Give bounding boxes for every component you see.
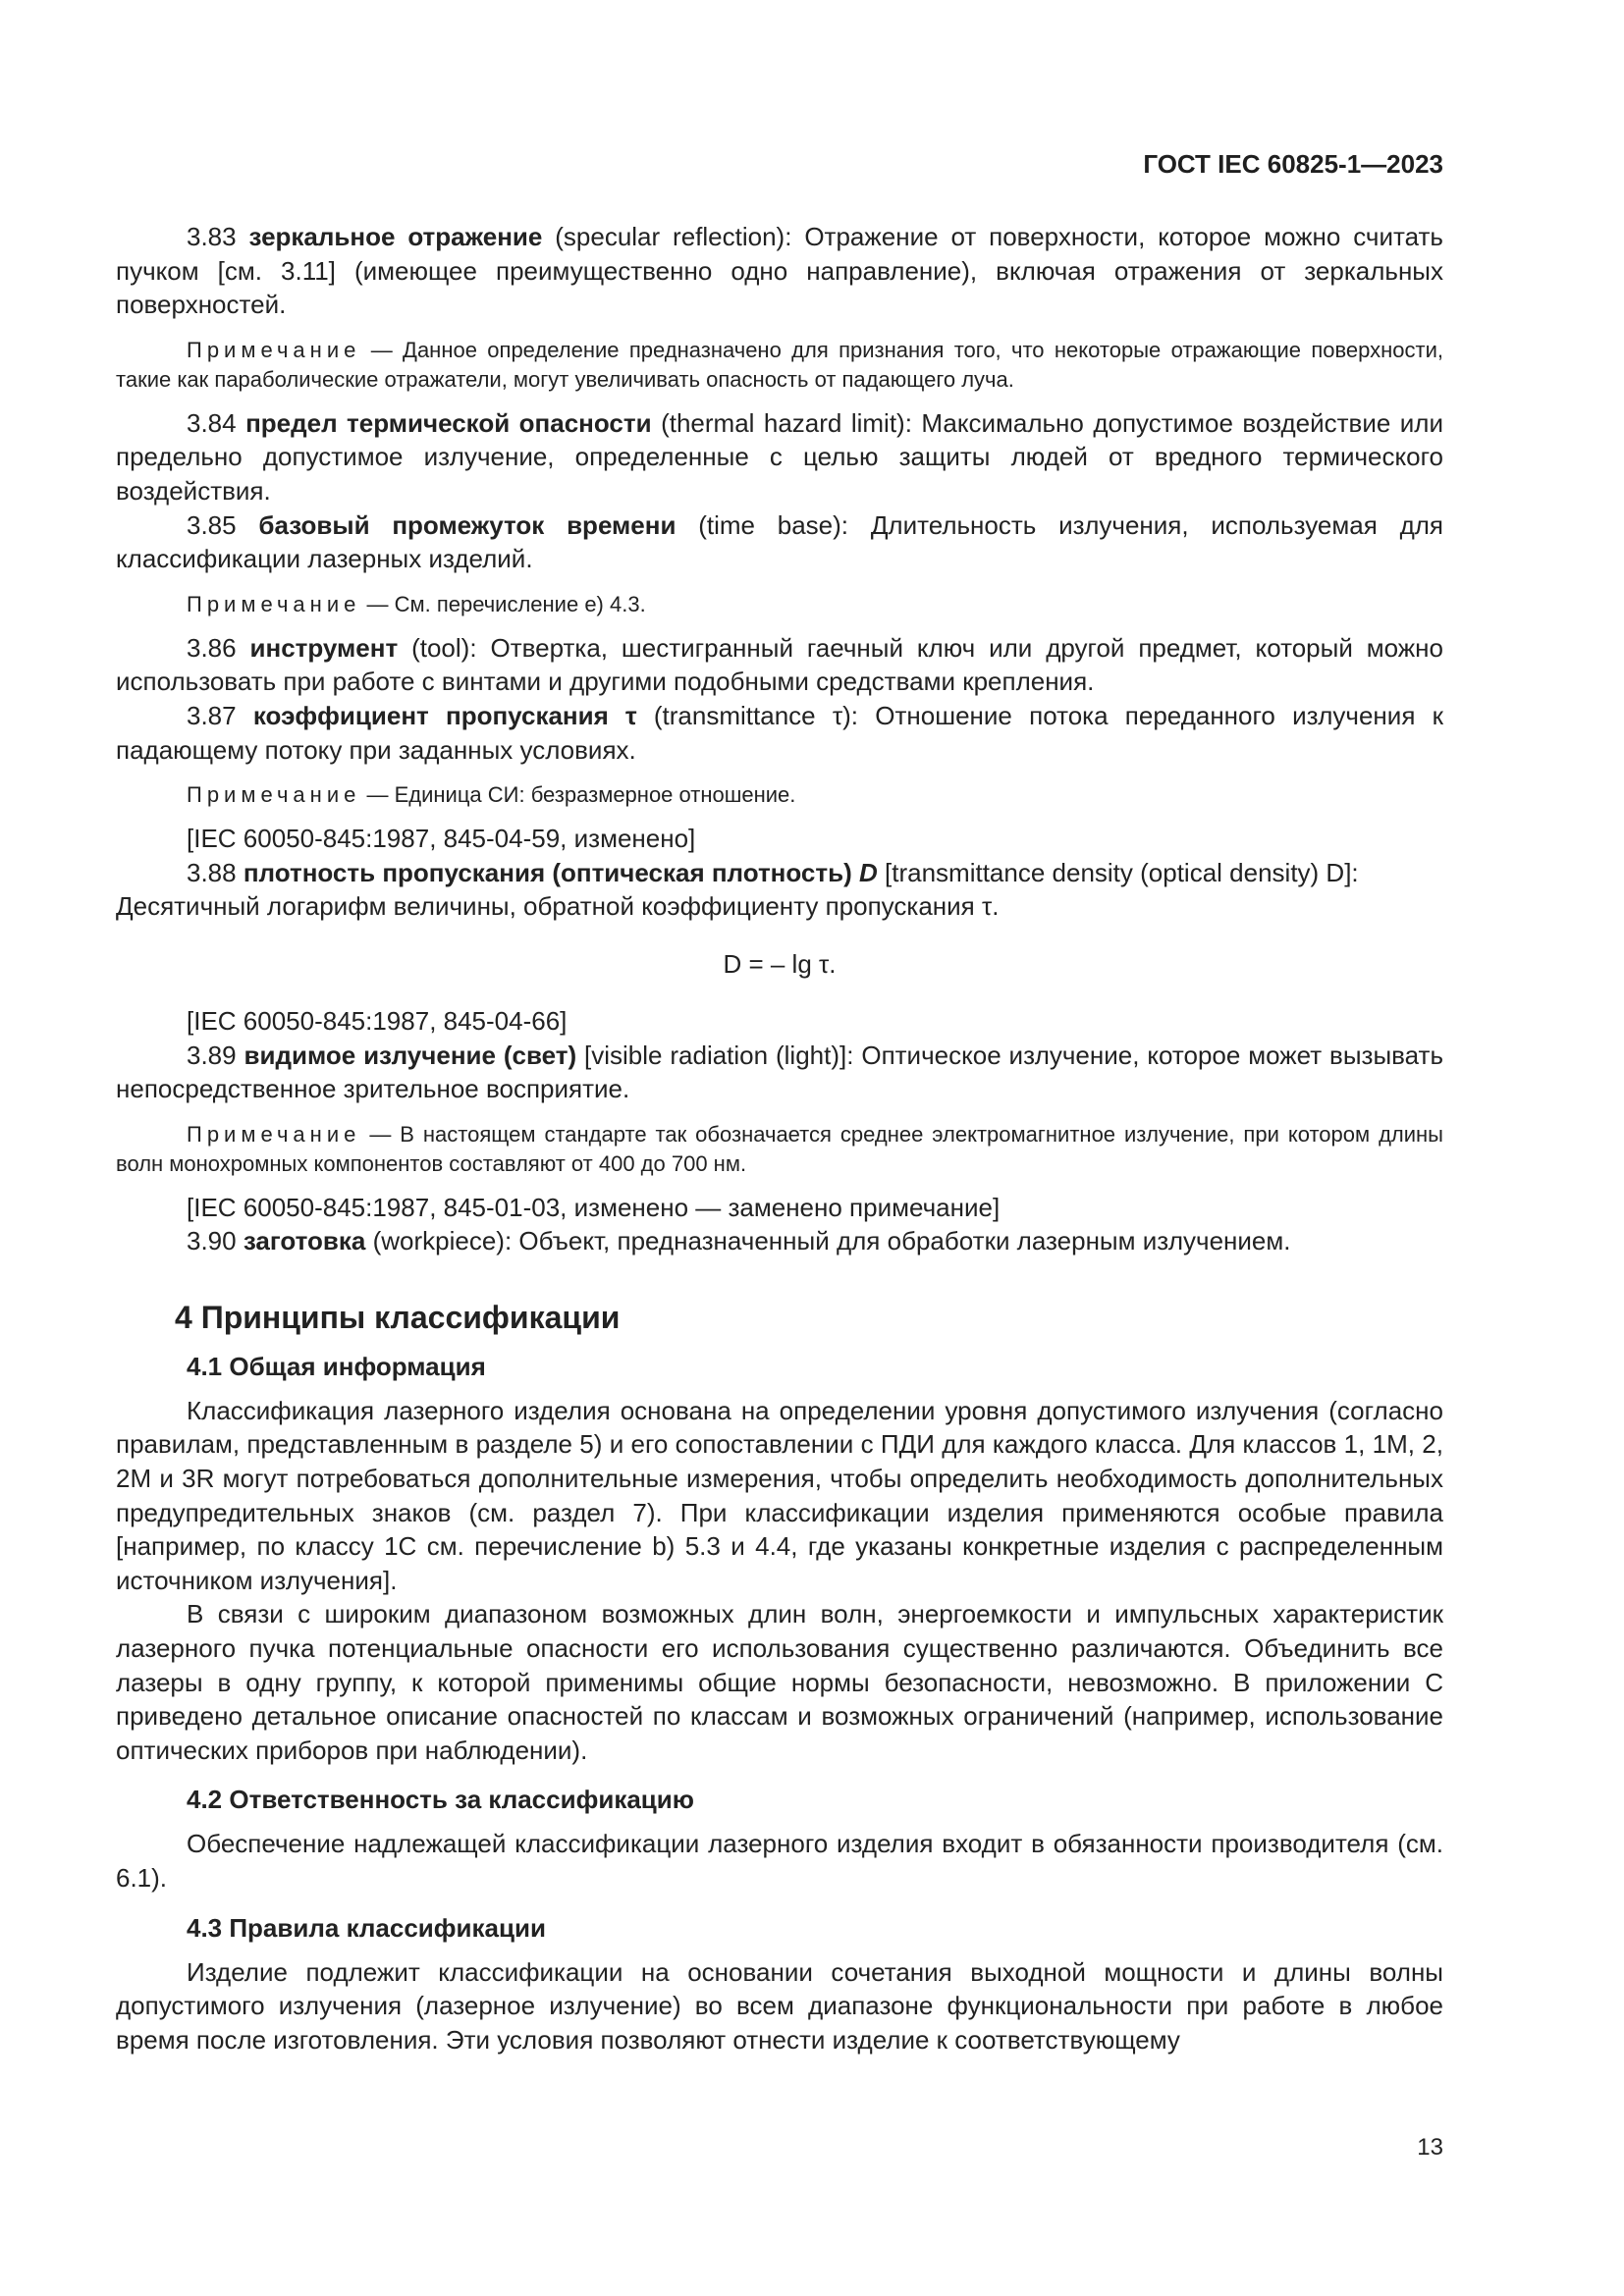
page-content	[116, 220, 1443, 2056]
term-title: видимое излучение (свет)	[244, 1040, 577, 1070]
definition-3-88: Десятичный логарифм величины, обратной коэффициенту пропускания τ.	[116, 891, 1000, 922]
term-3-88: 3.88 плотность пропускания (оптическая плотность) D [transmittance density (optical density) D]:	[187, 857, 1359, 887]
term-title: базовый промежуток времени	[258, 509, 677, 540]
note-3-87: Примечание — Единица СИ: безразмерное отношение.	[187, 782, 796, 808]
term-3-85: 3.85 базовый промежуток времени (time base): Длительность излучения, используемая для классификации лазерных изделий.	[116, 509, 1443, 574]
term-3-84: 3.84 предел термической опасности (thermal hazard limit): Максимально допустимое воздействие или предельно допустимое излучение, определенные с целью защиты людей от вредного термического воздействия.	[116, 407, 1444, 506]
section-4-heading: 4 Принципы классификации	[175, 1299, 621, 1335]
section-4-3-paragraph-1: Изделие подлежит классификации на основании сочетания выходной мощности и длины волны допустимого излучения (лазерное излучение) во всем диапазоне функциональности при работе в любое время после изготовления. Эти условия позволяют отнести изделие к соответствующему	[116, 1956, 1443, 2055]
term-3-89: 3.89 видимое излучение (свет) [visible radiation (light)]: Оптическое излучение, которое может вызывать непосредственное зрительное восприятие.	[116, 1040, 1444, 1104]
term-3-87: 3.87 коэффициент пропускания τ (transmittance τ): Отношение потока переданного излучения к падающему потоку при заданных условиях.	[116, 700, 1444, 765]
term-3-86: 3.86 инструмент (tool): Отвертка, шестигранный гаечный ключ или другой предмет, который можно использовать при работе с винтами и другими подобными средствами крепления.	[116, 632, 1443, 697]
section-4-3-heading: 4.3 Правила классификации	[187, 1912, 546, 1943]
section-4-2-heading: 4.2 Ответственность за классификацию	[187, 1785, 694, 1815]
term-title: зеркальное отражение	[248, 222, 543, 251]
reference-3-88: [IEC 60050-845:1987, 845-04-66]	[187, 1005, 568, 1036]
note-3-89: Примечание — В настоящем стандарте так обозначается среднее электромагнитное излучение, при котором длины волн монохромных компонентов составляют от 400 до 700 нм.	[116, 1121, 1443, 1176]
section-4-1-paragraph-2: В связи с широким диапазоном возможных длин волн, энергоемкости и импульсных характеристик лазерного пучка потенциальные опасности его использования существенно различаются. Объединить все лазеры в одну группу, к которой применимы общие нормы безопасности, невозможно. В приложении С приведено детальное описание опасностей по классам и возможных ограничений (например, использование оптических приборов при наблюдении).	[116, 1599, 1443, 1765]
note-3-85: Примечание — См. перечисление е) 4.3.	[187, 591, 646, 616]
reference-3-87: [IEC 60050-845:1987, 845-04-59, изменено]	[187, 824, 696, 854]
note-label: Примечание	[187, 1121, 361, 1147]
document-header: ГОСТ IEC 60825-1—2023	[1143, 149, 1443, 179]
section-4-2-paragraph-1: Обеспечение надлежащей классификации лазерного изделия входит в обязанности производителя (см. 6.1).	[116, 1829, 1443, 1893]
term-symbol: D	[859, 857, 878, 887]
section-4-1-paragraph-1: Классификация лазерного изделия основана на определении уровня допустимого излучения (согласно правилам, представленным в разделе 5) и его сопоставлении с ПДИ для каждого класса. Для классов 1, 1M, 2, 2M и 3R могут потребоваться дополнительные измерения, чтобы определить необходимость дополнительных предупредительных знаков (см. раздел 7). При классификации изделия применяются особые правила [например, по классу 1C см. перечисление b) 5.3 и 4.4, где указаны конкретные изделия с распределенным источником излучения].	[116, 1395, 1443, 1595]
section-4-1-heading: 4.1 Общая информация	[187, 1351, 486, 1381]
term-title: плотность пропускания (оптическая плотность)	[243, 857, 852, 887]
note-3-83: Примечание — Данное определение предназначено для признания того, что некоторые отражающие поверхности, такие как параболические отражатели, могут увеличивать опасность от падающего луча.	[116, 337, 1443, 392]
note-label: Примечание	[187, 782, 361, 808]
page-number: 13	[1417, 2134, 1443, 2161]
formula-optical-density: D = – lg τ.	[723, 948, 837, 979]
term-title: предел термической опасности	[245, 407, 652, 438]
note-label: Примечание	[187, 337, 361, 362]
note-label: Примечание	[187, 591, 361, 616]
reference-3-89: [IEC 60050-845:1987, 845-01-03, изменено — заменено примечание]	[187, 1192, 1001, 1222]
term-title: инструмент	[249, 632, 399, 663]
term-3-83: 3.83 зеркальное отражение (specular reflection): Отражение от поверхности, которое можно считать пучком [см. 3.11] (имеющее преимущественно одно направление), включая отражения от зеркальных поверхностей.	[116, 222, 1443, 320]
term-title: заготовка	[243, 1226, 366, 1256]
term-title: коэффициент пропускания τ	[252, 700, 637, 730]
term-3-90: 3.90 заготовка (workpiece): Объект, предназначенный для обработки лазерным излучением.	[187, 1226, 1291, 1256]
